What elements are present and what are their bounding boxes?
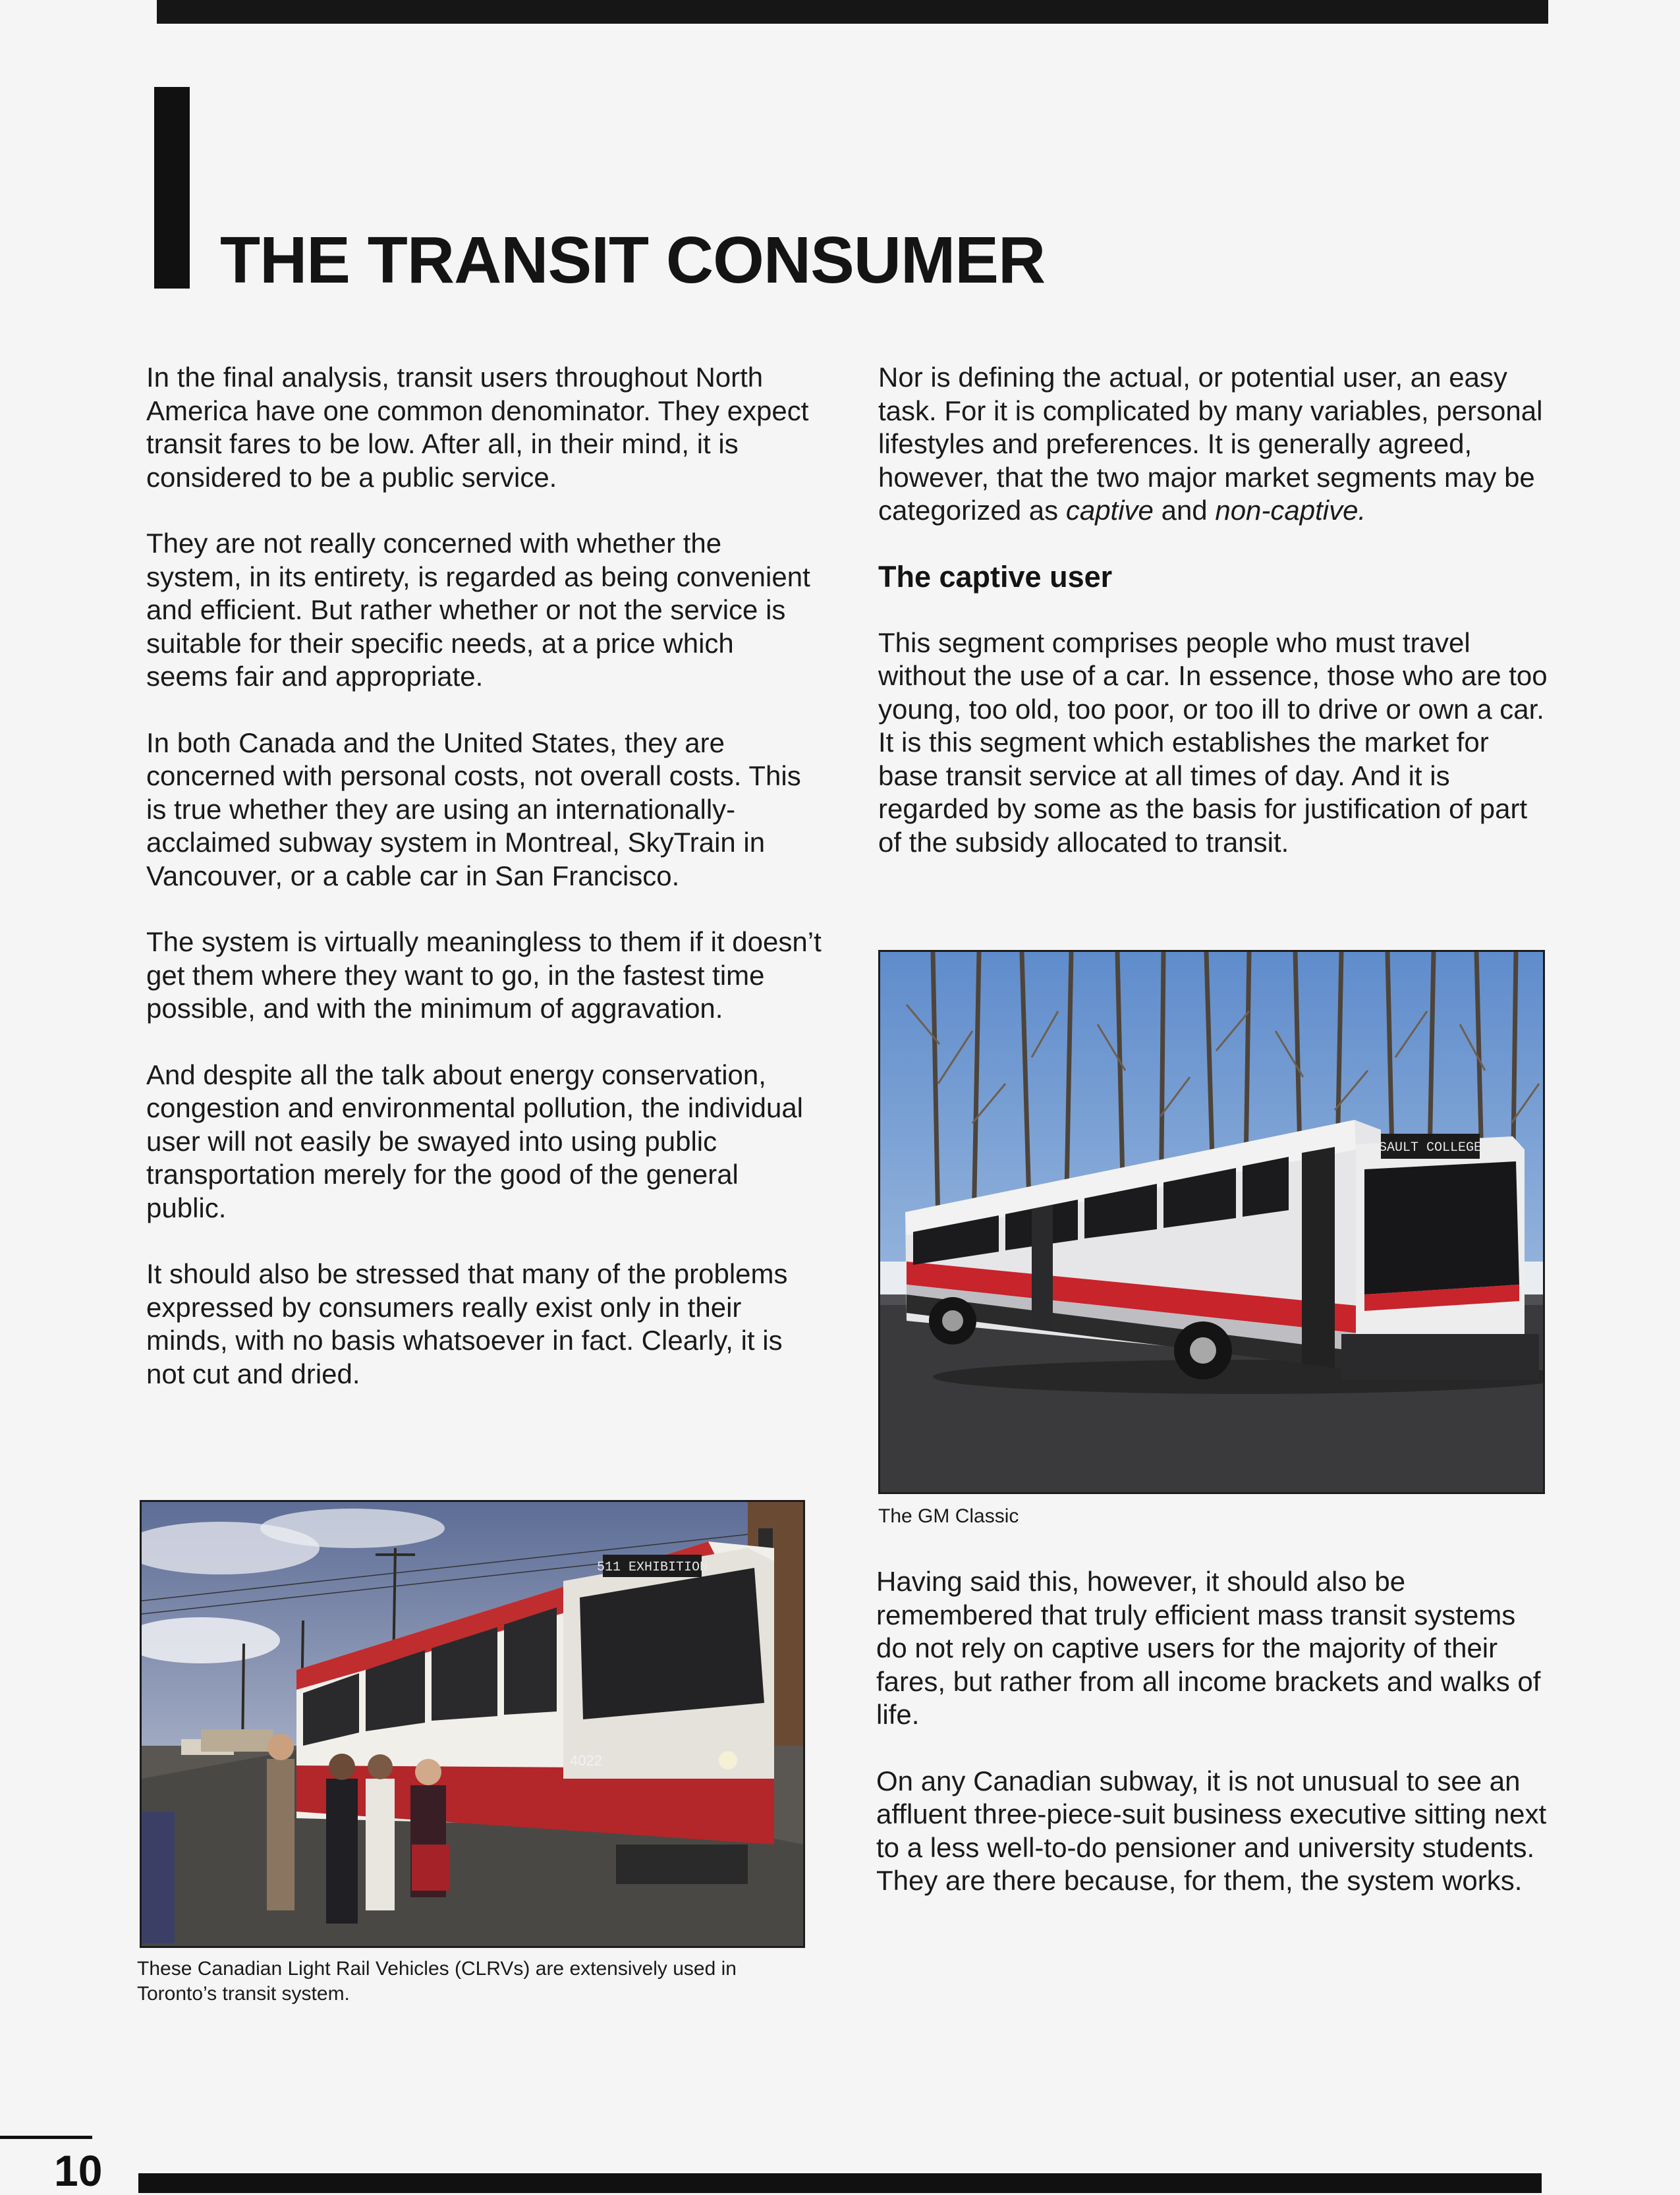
chapter-title: THE TRANSIT CONSUMER (220, 223, 1046, 297)
paragraph: And despite all the talk about energy conservation, congestion and environmental pollution, the individual user will not easily be swayed into using public transportation merely for the good of the general public. (146, 1059, 804, 1223)
term-non-captive: non-captive. (1215, 495, 1366, 526)
photo-caption-streetcar: These Canadian Light Rail Vehicles (CLRVs) are extensively used in Toronto’s transit system. (137, 1958, 737, 2005)
page-number: 10 (54, 2146, 103, 2195)
bottom-rule (138, 2173, 1542, 2193)
paragraph: In the final analysis, transit users throughout North America have one common denominator. They expect transit fares to be low. After all, in their mind, it is considered to be a public service. (146, 362, 809, 493)
paragraph: They are not really concerned with whether the system, in its entirety, is regarded as being convenient and efficient. But rather whether or not the service is suitable for their specific needs, at a price which seems fair and appropriate. (146, 528, 810, 692)
top-rule (157, 0, 1548, 24)
paragraph: Having said this, however, it should also be remembered that truly efficient mass transit systems do not rely on captive users for the majority of their fares, but rather from all income brackets and walks of life. (876, 1566, 1541, 1730)
right-column-top (878, 361, 1552, 892)
chapter-marker-bar (154, 87, 190, 289)
bus-windshield (1364, 1161, 1519, 1294)
bus-destination-text: SAULT COLLEGE (1378, 1140, 1482, 1155)
photo-toronto-clrv-streetcar (140, 1500, 805, 1948)
right-column-bottom (876, 1565, 1550, 1931)
section-heading: The captive user (878, 559, 1113, 594)
photo-caption-bus: The GM Classic (878, 1505, 1019, 1527)
paragraph: It should also be stressed that many of the problems expressed by consumers really exist only in their minds, with no basis whatsoever in fact. Clearly, it is not cut and dried. (146, 1258, 788, 1389)
bus-illustration (880, 952, 1543, 1492)
paragraph: On any Canadian subway, it is not unusual to see an affluent three-piece-suit business executive sitting next to a less well-to-do pensioner and university students. They are there because, for them, the system works. (876, 1765, 1547, 1896)
streetcar-fleet-number: 4022 (570, 1752, 602, 1769)
intro-paragraph (878, 361, 1552, 528)
term-captive: captive (1065, 495, 1154, 526)
intro-text: Nor is defining the actual, or potential user, an easy task. For it is complicated by many variables, personal lifestyles and preferences. It is generally agreed, however, that the two major market segments may be categorized as (878, 362, 1543, 526)
page-number-rule (0, 2136, 92, 2139)
paragraph: This segment comprises people who must travel without the use of a car. In essence, those who are too young, too old, too poor, or too ill to drive or own a car. It is this segment which establishes the market for base transit service at all times of day. And it is regarded by some as the basis for justification of part of the subsidy allocated to transit. (878, 626, 1548, 858)
paragraph: In both Canada and the United States, they are concerned with personal costs, not overall costs. This is true whether they are using an internationally-acclaimed subway system in Montreal, SkyTrain in Vancouver, or a cable car in San Francisco. (146, 727, 801, 891)
streetcar-illustration (142, 1502, 803, 1946)
paragraph: The system is virtually meaningless to them if it doesn’t get them where they want to go, in the fastest time possible, and with the minimum of aggravation. (146, 926, 822, 1024)
intro-text-and: and (1153, 495, 1216, 526)
left-column (146, 361, 822, 1424)
photo-gm-classic-bus (878, 950, 1545, 1494)
streetcar-destination-text: 511 EXHIBITION (596, 1560, 708, 1575)
